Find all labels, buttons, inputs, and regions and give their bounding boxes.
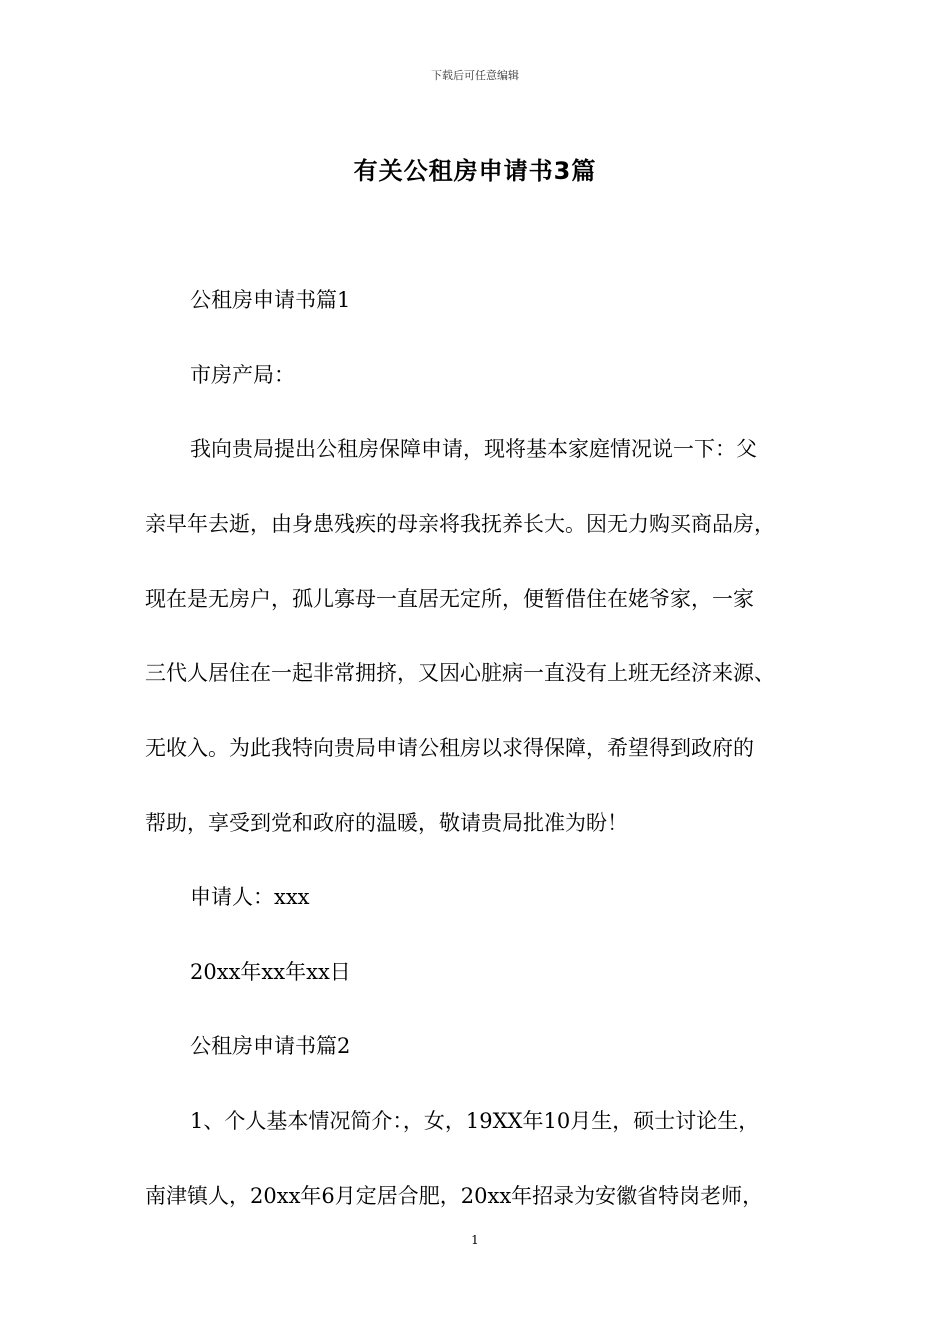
salutation: 市房产局： <box>190 363 295 387</box>
paragraph-line: 无收入。为此我特向贵局申请公租房以求得保障，希望得到政府的 <box>145 736 754 760</box>
document-title: 有关公租房申请书3篇 <box>353 157 597 185</box>
page-number: 1 <box>471 1233 479 1247</box>
header-note: 下载后可任意编辑 <box>431 69 519 82</box>
paragraph-line: 帮助，享受到党和政府的温暖，敬请贵局批准为盼！ <box>145 811 628 835</box>
paragraph-line: 我向贵局提出公租房保障申请，现将基本家庭情况说一下：父 <box>190 437 757 461</box>
date-line: 20xx年xx年xx日 <box>190 960 351 984</box>
applicant-line: 申请人：xxx <box>190 885 310 909</box>
paragraph-line: 亲早年去逝，由身患残疾的母亲将我抚养长大。因无力购买商品房， <box>145 512 775 536</box>
paragraph-line: 1、个人基本情况简介：，女，19XX年10月生，硕士讨论生， <box>190 1109 760 1133</box>
paragraph-line: 三代人居住在一起非常拥挤，又因心脏病一直没有上班无经济来源、 <box>145 661 775 685</box>
section-heading-2: 公租房申请书篇2 <box>190 1034 351 1058</box>
paragraph-line: 现在是无房户，孤儿寡母一直居无定所，便暂借住在姥爷家，一家 <box>145 587 754 611</box>
paragraph-line: 南津镇人，20xx年6月定居合肥，20xx年招录为安徽省特岗老师， <box>145 1184 764 1208</box>
section-heading-1: 公租房申请书篇1 <box>190 288 351 312</box>
